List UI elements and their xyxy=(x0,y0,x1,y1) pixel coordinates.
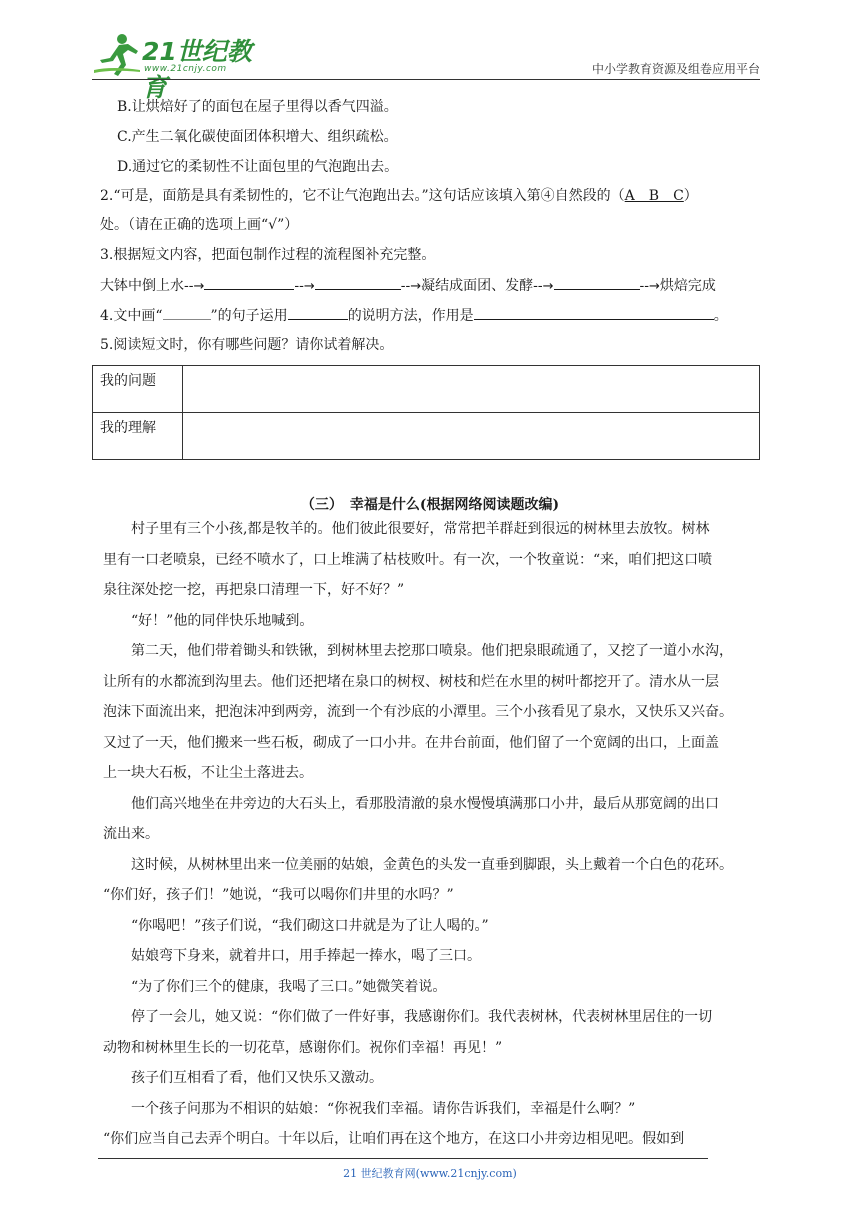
passage-line: “你们好，孩子们！”她说，“我可以喝你们井里的水吗？” xyxy=(103,887,454,903)
passage-line: 让所有的水都流到沟里去。他们还把堵在泉口的树杈、树枝和烂在水里的树叶都挖开了。清水从一层 xyxy=(103,674,719,690)
runner-logo-icon xyxy=(92,30,142,80)
flow-sep-3: -- xyxy=(639,278,649,294)
passage-line: 这时候，从树林里出来一位美丽的姑娘，金黄色的头发一直垂到脚跟，头上戴着一个白色的花环。 xyxy=(103,857,733,873)
passage-line: 孩子们互相看了看，他们又快乐又激动。 xyxy=(103,1070,383,1086)
question-2-close: ） xyxy=(683,188,698,204)
passage-line: 里有一口老喷泉，已经不喷水了，口上堆满了枯枝败叶。有一次，一个牧童说：“来，咱们把这口喷 xyxy=(103,552,713,568)
logo-url: www.21cnjy.com xyxy=(144,64,227,74)
arrow-right-icon: → xyxy=(303,279,315,294)
question-2-choices[interactable]: A B C xyxy=(624,188,684,204)
question-4-part-a: 4.文中画“ xyxy=(100,308,163,324)
question-2 xyxy=(100,186,698,206)
arrow-right-icon: → xyxy=(542,279,554,294)
arrow-right-icon: → xyxy=(410,279,422,294)
passage-line: “你们应当自己去弄个明白。十年以后，让咱们再在这个地方，在这口小井旁边相见吧。假如到 xyxy=(103,1131,685,1147)
logo-text: 21世纪教育 xyxy=(142,37,252,102)
option-c: C.产生二氧化碳使面团体积增大、组织疏松。 xyxy=(117,129,398,145)
flow-step-mid: 凝结成面团、发酵-- xyxy=(421,278,543,294)
table-row xyxy=(93,413,760,460)
option-b: B.让烘焙好了的面包在屋子里得以香气四溢。 xyxy=(117,99,398,115)
question-4-part-d: 。 xyxy=(713,308,728,324)
question-2-text: 2.“可是，面筋是具有柔韧性的，它不让气泡跑出去。”这句话应该填入第④自然段的（ xyxy=(100,188,625,204)
question-4 xyxy=(100,305,728,326)
passage-line: 停了一会儿，她又说：“你们做了一件好事，我感谢你们。我代表树林，代表树林里居住的一切 xyxy=(103,1009,713,1025)
row-label-understanding: 我的理解 xyxy=(93,413,183,460)
platform-name: 中小学教育资源及组卷应用平台 xyxy=(591,62,760,76)
question-3: 3.根据短文内容，把面包制作过程的流程图补充完整。 xyxy=(100,247,436,263)
answer-cell-understanding[interactable] xyxy=(183,413,760,460)
passage-line: “为了你们三个的健康，我喝了三口。”她微笑着说。 xyxy=(103,979,447,995)
passage-line: 泉往深处挖一挖，再把泉口清理一下，好不好？” xyxy=(103,582,405,598)
flow-step-end: 烘焙完成 xyxy=(659,278,716,294)
passage-line: 又过了一天，他们搬来一些石板，砌成了一口小井。在井台前面，他们留了一个宽阔的出口，上面盖 xyxy=(103,735,719,751)
footer-divider xyxy=(98,1158,708,1159)
footer-link[interactable]: 21 世纪教育网(www.21cnjy.com) xyxy=(343,1167,517,1180)
flow-sep-2: -- xyxy=(400,278,411,294)
site-logo[interactable] xyxy=(92,28,262,102)
passage-line: 动物和树林里生长的一切花草，感谢你们。祝你们幸福！再见！” xyxy=(103,1040,503,1056)
flowchart xyxy=(100,275,716,297)
passage-line: “你喝吧！”孩子们说，“我们砌这口井就是为了让人喝的。” xyxy=(103,918,489,934)
function-blank[interactable] xyxy=(474,305,714,320)
passage-line: 姑娘弯下身来，就着井口，用手捧起一捧水，喝了三口。 xyxy=(103,948,481,964)
arrow-right-icon: → xyxy=(193,279,205,294)
flow-step-start: 大钵中倒上水-- xyxy=(100,278,194,294)
flow-blank-3[interactable] xyxy=(554,275,640,290)
passage-line: 第二天，他们带着锄头和铁锹，到树林里去挖那口喷泉。他们把泉眼疏通了，又挖了一道小水沟， xyxy=(103,643,733,659)
method-blank[interactable] xyxy=(288,305,348,320)
passage-line: 一个孩子问那为不相识的姑娘：“你祝我们幸福。请你告诉我们，幸福是什么啊？” xyxy=(103,1101,636,1117)
passage-line: 泡沫下面流出来，把泡沫冲到两旁，流到一个有沙底的小潭里。三个小孩看见了泉水，又快乐又兴奋。 xyxy=(103,704,733,720)
question-4-part-b: ”的句子运用 xyxy=(210,308,288,324)
flow-blank-2[interactable] xyxy=(315,275,401,290)
table-row xyxy=(93,366,760,413)
section-title: （三） 幸福是什么(根据网络阅读题改编) xyxy=(300,497,560,513)
page-header xyxy=(92,28,760,102)
passage-line: 流出来。 xyxy=(103,826,159,842)
question-5: 5.阅读短文时，你有哪些问题？请你试着解决。 xyxy=(100,337,394,353)
passage-line: “好！”他的同伴快乐地喊到。 xyxy=(103,613,314,629)
question-4-part-c: 的说明方法，作用是 xyxy=(347,308,474,324)
passage-line: 上一块大石板，不让尘土落进去。 xyxy=(103,765,313,781)
passage-line: 村子里有三个小孩,都是牧羊的。他们彼此很要好，常常把羊群赶到很远的树林里去放牧。树林 xyxy=(103,521,710,537)
flow-blank-1[interactable] xyxy=(204,275,294,290)
header-divider xyxy=(92,79,760,80)
answer-cell-question[interactable] xyxy=(183,366,760,413)
flow-sep-1: -- xyxy=(294,278,304,294)
arrow-right-icon: → xyxy=(648,279,660,294)
passage-line: 他们高兴地坐在井旁边的大石头上，看那股清澈的泉水慢慢填满那口小井，最后从那宽阔的出口 xyxy=(103,796,719,812)
answer-table xyxy=(92,365,760,460)
row-label-question: 我的问题 xyxy=(93,366,183,413)
question-2-line2: 处。（请在正确的选项上画“√”） xyxy=(100,217,299,233)
option-d: D.通过它的柔韧性不让面包里的气泡跑出去。 xyxy=(117,159,399,175)
wavy-underline-sample xyxy=(163,305,211,320)
